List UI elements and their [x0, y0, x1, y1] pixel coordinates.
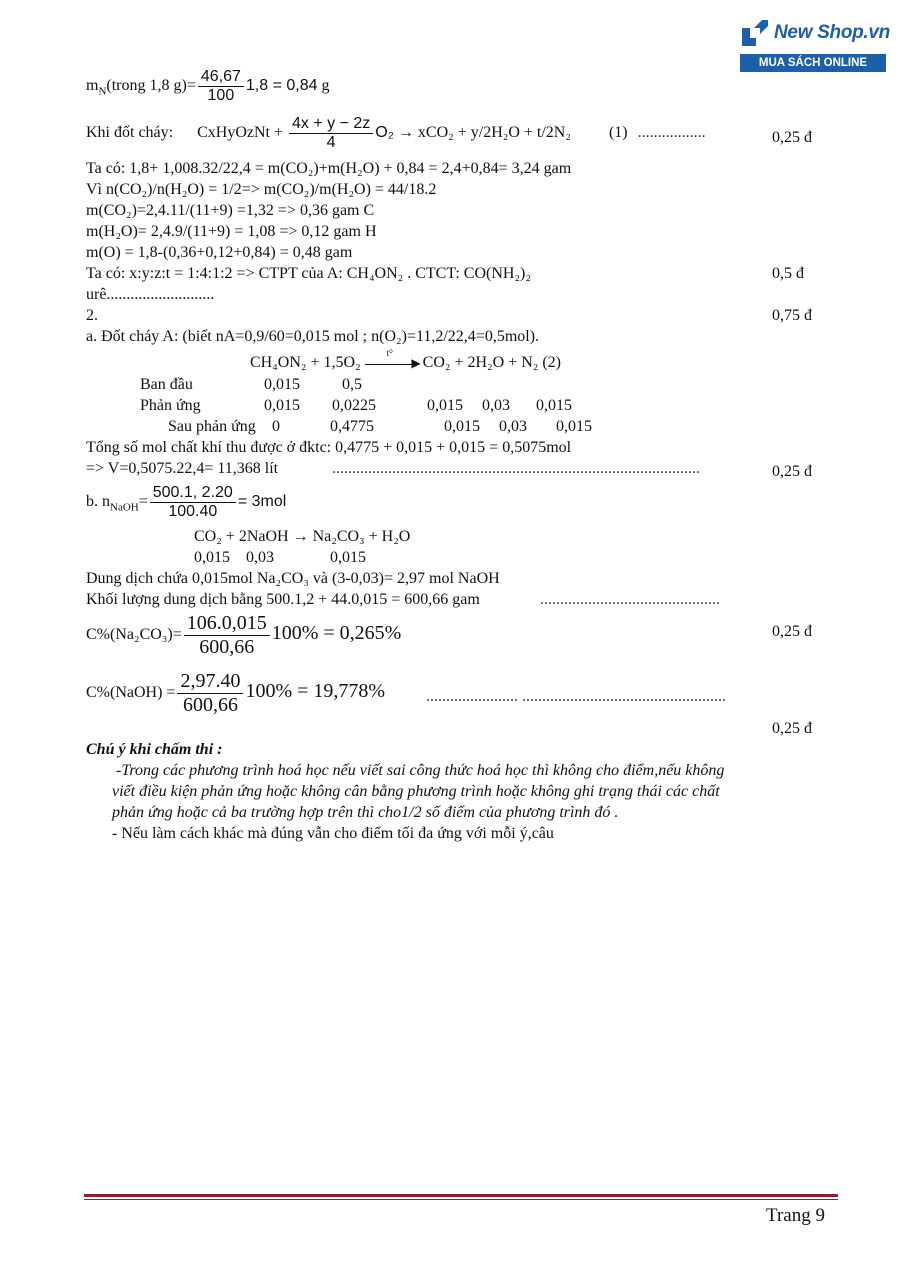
row-value: 0,03 — [482, 397, 510, 414]
note-line: phản ứng hoặc cả ba trường hợp trên thì cho1/2 số điểm của phương trình đó . — [112, 804, 619, 821]
c1-den: 600,66 — [199, 636, 255, 658]
dots: ............................................................................................ — [332, 460, 700, 477]
text-line: Khối lượng dung dịch bằng 500.1,2 + 44.0,015 = 600,66 gam — [86, 591, 480, 608]
row-value: 0,03 — [499, 418, 527, 435]
burn-formula: CxHyOzNt + — [197, 124, 283, 142]
footer-rule — [84, 1194, 838, 1197]
mN-fraction — [198, 68, 244, 105]
row-value: 0,0225 — [332, 397, 376, 414]
row-value: 0,5 — [342, 376, 362, 393]
dots: ............................................. — [540, 591, 720, 608]
c2-fraction — [177, 670, 243, 717]
text-line: Dung dịch chứa 0,015mol Na₂CO₃ và (3-0,03)= 2,97 mol NaOH — [86, 570, 500, 587]
row-value: 0,015 — [427, 397, 463, 414]
text-line: a. Đốt cháy A: (biết nA=0,9/60=0,015 mol ; n(O₂)=11,2/22,4=0,5mol). — [86, 328, 540, 345]
text-line: m(CO₂)=2,4.11/(11+9) =1,32 => 0,36 gam C — [86, 202, 375, 219]
b-prefix: b. n — [86, 493, 110, 511]
c2-rest: 100% = 19,778% — [245, 680, 386, 703]
b-sub: NaOH — [110, 501, 139, 514]
arrow-logo-icon — [740, 18, 770, 48]
footer-rule-thin — [84, 1199, 838, 1200]
b-num: 500.1, 2.20 — [150, 484, 236, 503]
note-line: -Trong các phương trình hoá học nếu viết sai công thức hoá học thì không cho điểm,nếu không — [116, 762, 725, 779]
equation-3: CO₂ + 2NaOH → Na₂CO₃ + H₂O — [194, 528, 411, 545]
burn-fraction — [289, 115, 373, 152]
c2-label: C%(NaOH) = — [86, 684, 176, 702]
row-value: 0,4775 — [330, 418, 374, 435]
score-1: 0,25 đ — [772, 129, 812, 146]
burn-o2: O₂ — [375, 124, 394, 142]
mN-den: 100 — [207, 87, 235, 104]
row-label: Ban đầu — [140, 376, 193, 393]
row-value: 0,015 — [264, 397, 300, 414]
text-line: m(O) = 1,8-(0,36+0,12+0,84) = 0,48 gam — [86, 244, 353, 261]
mN-sub: N — [98, 85, 107, 98]
burn-num: 4x + y − 2z — [289, 115, 373, 134]
c1-fraction — [184, 612, 270, 659]
row-value: 0,015 — [536, 397, 572, 414]
c-na2co3-line — [86, 612, 401, 659]
c1-label: C%(Na₂CO₃)= — [86, 626, 182, 644]
logo-tagline: MUA SÁCH ONLINE — [740, 54, 886, 72]
b-fraction — [150, 484, 236, 521]
row-label: Sau phản ứng — [168, 418, 256, 435]
reaction-arrow-icon: t⁰ ▶ — [365, 362, 419, 365]
row-value: 0 — [272, 418, 280, 435]
logo-brand: New Shop.vn — [774, 22, 890, 43]
text-line: => V=0,5075.22,4= 11,368 lít — [86, 460, 279, 477]
mN-prefix: m — [86, 77, 99, 95]
burn-dots: ................. — [637, 124, 706, 142]
burn-label: Khi đốt cháy: — [86, 124, 174, 142]
burn-rhs: → xCO₂ + y/2H₂O + t/2N₂ — [397, 124, 571, 142]
mN-rest: 1,8 = 0,84 — [245, 77, 318, 95]
text-line: Ta có: x:y:z:t = 1:4:1:2 => CTPT của A: CH₄ON₂ . CTCT: CO(NH₂)₂ — [86, 265, 531, 282]
mN-mid: (trong 1,8 g)= — [106, 77, 196, 95]
score-6: 0,25 đ — [772, 720, 812, 737]
row-value: 0,015 — [444, 418, 480, 435]
c2-den: 600,66 — [182, 694, 238, 716]
text-line: Vì n(CO₂)/n(H₂O) = 1/2=> m(CO₂)/m(H₂O) = 44/18.2 — [86, 181, 437, 198]
equation-2 — [250, 347, 561, 372]
score-2: 0,5 đ — [772, 265, 804, 282]
mN-num: 46,67 — [198, 68, 244, 87]
text-line: Tổng số mol chất khí thu được ở đktc: 0,4775 + 0,015 + 0,015 = 0,5075mol — [86, 439, 572, 456]
note-line: - Nếu làm cách khác mà đúng vẫn cho điểm tối đa ứng với mỗi ý,câu — [112, 825, 554, 842]
b-eq: = — [138, 493, 148, 511]
text-line: urê........................... — [86, 286, 215, 303]
c2-num: 2,97.40 — [177, 670, 243, 694]
score-5: 0,25 đ — [772, 623, 812, 640]
eq2-left: CH₄ON₂ + 1,5O₂ — [250, 354, 361, 371]
score-4: 0,25 đ — [772, 463, 812, 480]
eq2-cond: t⁰ — [386, 347, 393, 358]
mN-unit: g — [317, 77, 330, 95]
c1-rest: 100% = 0,265% — [271, 622, 402, 645]
note-title: Chú ý khi chấm thi : — [86, 741, 223, 758]
row-label: Phản ứng — [140, 397, 201, 414]
text-line: 2. — [86, 307, 98, 324]
row-value: 0,015 — [264, 376, 300, 393]
dots: ....................... ................................................... — [426, 688, 726, 705]
note-line: viết điều kiện phản ứng hoặc không cân bằng phương trình hoặc không ghi trạng thái các chất — [112, 783, 720, 800]
c1-num: 106.0,015 — [184, 612, 270, 636]
newshop-logo[interactable] — [740, 18, 890, 80]
burn-tag: (1) — [608, 124, 628, 142]
row-value: 0,015 — [556, 418, 592, 435]
combustion-line — [86, 115, 706, 152]
mN-line — [86, 68, 330, 105]
b-den: 100.40 — [168, 503, 218, 520]
b-rest: = 3mol — [237, 493, 287, 511]
text-line: m(H₂O)= 2,4.9/(11+9) = 1,08 => 0,12 gam H — [86, 223, 377, 240]
burn-den: 4 — [326, 134, 336, 151]
page-number: Trang 9 — [766, 1205, 825, 1226]
n-naoh-line — [86, 484, 286, 521]
eq2-right: CO₂ + 2H₂O + N₂ (2) — [422, 354, 561, 371]
equation-3-values: 0,015 0,03 0,015 — [194, 549, 366, 566]
c-naoh-line — [86, 670, 385, 717]
score-3: 0,75 đ — [772, 307, 812, 324]
text-line: Ta có: 1,8+ 1,008.32/22,4 = m(CO₂)+m(H₂O) + 0,84 = 2,4+0,84= 3,24 gam — [86, 160, 572, 177]
